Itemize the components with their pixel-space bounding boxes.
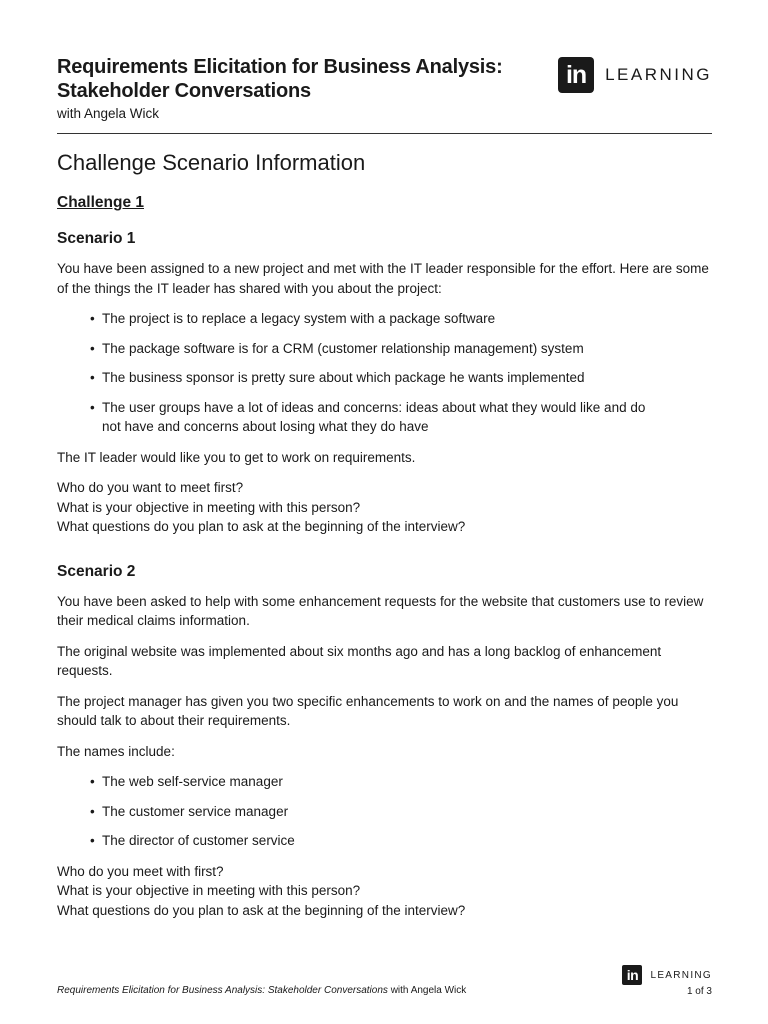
linkedin-in-icon: in xyxy=(622,965,642,985)
scenario-2-para-4: The names include: xyxy=(57,743,175,759)
list-item: • The customer service manager xyxy=(90,802,650,822)
question: What is your objective in meeting with this person? xyxy=(57,499,361,515)
document-author: with Angela Wick xyxy=(57,106,160,121)
scenario-2-heading: Scenario 2 xyxy=(57,562,136,580)
document-header xyxy=(57,55,712,135)
footer-linkedin-learning-logo xyxy=(622,965,712,985)
question: What questions do you plan to ask at the beginning of the interview? xyxy=(57,519,466,534)
scenario-2-para-3: The project manager has given you two specific enhancements to work on and the names of people you should talk to about their requirements. xyxy=(57,693,679,728)
footer-logo-text: LEARNING xyxy=(650,969,712,981)
question: What questions do you plan to ask at the beginning of the interview? xyxy=(57,902,466,918)
scenario-1-followup: The IT leader would like you to get to work on requirements. xyxy=(57,449,416,465)
footer-author: with Angela Wick xyxy=(390,985,467,996)
title-line-1: Requirements Elicitation for Business Analysis: xyxy=(57,56,503,78)
scenario-1-heading: Scenario 1 xyxy=(57,230,136,247)
logo-text: LEARNING xyxy=(605,65,712,84)
challenge-heading: Challenge 1 xyxy=(57,194,144,211)
question: Who do you meet with first? xyxy=(57,863,224,879)
scenario-1-intro: You have been assigned to a new project and met with the IT leader responsible for the effort. Here are some of the things the IT leader has shared with you about the project: xyxy=(57,261,709,296)
footer-course-title: Requirements Elicitation for Business Analysis: Stakeholder Conversations xyxy=(57,985,388,996)
page-footer xyxy=(57,965,712,1005)
linkedin-learning-logo xyxy=(558,57,712,93)
linkedin-in-icon: in xyxy=(558,57,594,93)
scenario-2-questions xyxy=(57,862,712,921)
question: Who do you want to meet first? xyxy=(57,480,244,495)
page-number: 1 of 3 xyxy=(686,986,712,997)
list-item: • The web self-service manager xyxy=(90,772,650,792)
title-line-2: Stakeholder Conversations xyxy=(57,80,311,102)
scenario-2-para-2: The original website was implemented about six months ago and has a long backlog of enhancement requests. xyxy=(57,643,662,678)
document-body xyxy=(57,148,712,931)
list-item: • The business sponsor is pretty sure about which package he wants implemented xyxy=(90,368,650,388)
footer-course-info xyxy=(57,985,466,996)
scenario-2-para-1: You have been asked to help with some enhancement requests for the website that customers use to review their medical claims information. xyxy=(57,593,704,628)
list-item: • The project is to replace a legacy system with a package software xyxy=(90,309,650,329)
list-item: • The package software is for a CRM (customer relationship management) system xyxy=(90,339,650,359)
list-item: • The director of customer service xyxy=(90,831,650,851)
scenario-1-questions xyxy=(57,478,712,537)
question: What is your objective in meeting with this person? xyxy=(57,883,361,898)
list-item: • The user groups have a lot of ideas and concerns: ideas about what they would like and do not have and concerns about losing what they do have xyxy=(90,398,650,437)
scenario-2-list xyxy=(57,772,650,851)
header-divider xyxy=(57,133,712,134)
document-page xyxy=(57,0,712,1024)
section-title: Challenge Scenario Information xyxy=(57,150,366,175)
scenario-1-list xyxy=(57,309,650,437)
